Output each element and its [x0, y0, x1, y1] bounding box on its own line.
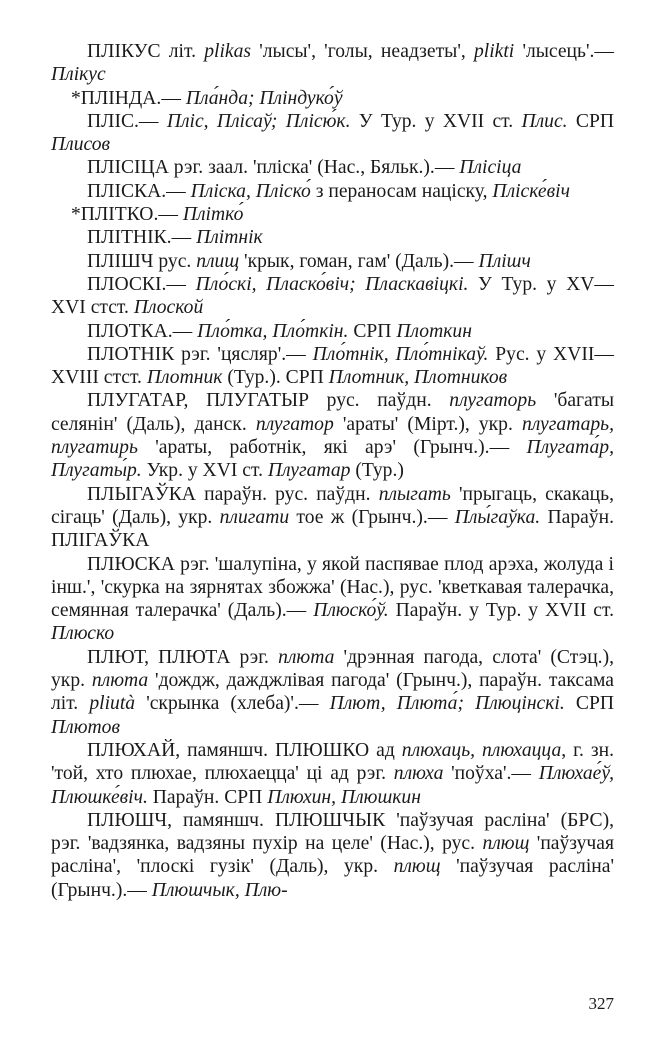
entry-text: ПЛІСІЦА рэг. заал. 'пліска' (Нас., Бяльк.).—: [87, 157, 460, 179]
italic-form: Плоткин: [396, 320, 472, 342]
entry-text: 'араты, работнік, які арэ' (Грынч.).—: [137, 437, 527, 459]
italic-form: плыгать: [378, 483, 451, 505]
dictionary-page: [51, 40, 614, 902]
entry-text: Параўн. СРП: [147, 786, 268, 808]
italic-form: Плисов: [51, 134, 111, 156]
italic-form: Пліс, Плісаў; Плісю́к.: [166, 110, 351, 132]
entry-text: ПЛЮТ, ПЛЮТА рэг.: [87, 646, 279, 668]
dictionary-entry: [51, 40, 614, 87]
italic-form: Пліске́віч: [492, 180, 570, 202]
entry-text: ПЛЮХАЙ, памяншч. ПЛЮШКО ад: [87, 739, 402, 761]
dictionary-entry: [51, 343, 614, 390]
dictionary-entry: [51, 180, 614, 203]
italic-form: плющ: [393, 856, 441, 878]
italic-form: pliutà: [89, 693, 136, 715]
entry-text: СРП: [348, 320, 397, 342]
entry-text: 'багаты селянін' (Даль), данск.: [51, 390, 614, 435]
italic-form: Пло́скі, Пласко́віч; Пласкавіцкі.: [195, 273, 469, 295]
italic-form: плугаторь: [449, 390, 537, 412]
entry-text: ПЛЮШЧ, памяншч. ПЛЮШЧЫК 'паўзучая расліна' (БРС), рэг. 'вадзянка, вадзяны пухір на целе' (Нас.), рус.: [51, 809, 614, 855]
italic-form: Плікус: [51, 64, 106, 86]
entry-text: 'дождж, дажджлівая пагода' (Грынч.), параўн. таксама літ.: [51, 670, 614, 715]
italic-form: Плют, Плюта́; Плюцінскі.: [329, 693, 565, 715]
entry-text: з пераносам націску,: [310, 180, 493, 202]
italic-form: плюта: [278, 646, 335, 668]
entry-text: тое ж (Грынч.).—: [289, 506, 455, 528]
italic-form: Плюхин, Плюшкин: [267, 786, 421, 808]
entry-text: ПЛОСКІ.—: [87, 273, 196, 295]
dictionary-entry: [51, 739, 614, 809]
italic-form: Плы́гаўка.: [454, 506, 541, 528]
entry-text: ПЛІКУС літ.: [87, 41, 205, 62]
entry-text: У Тур. у XVII ст.: [350, 110, 522, 132]
entry-text: 'паўзучая расліна', 'плоскі гузік' (Даль), укр.: [51, 833, 614, 878]
entry-text: ПЛІСКА.—: [87, 180, 191, 202]
italic-form: плюта: [91, 670, 149, 692]
dictionary-entry: [51, 809, 614, 902]
entry-text: ПЛОТКА.—: [87, 320, 198, 342]
entry-text: ПЛЮСКА рэг. 'шалупіна, у якой паспявае плод арэха, жолуда і інш.', 'скурка на зярнятах збожжа' (Нас.), рус. 'кветкавая талерачка, семянная талерачка' (Даль).—: [51, 553, 614, 622]
italic-form: плищ: [196, 250, 240, 272]
dictionary-entry: [51, 226, 614, 249]
italic-form: Плітнік: [196, 227, 263, 249]
entry-text: *ПЛІНДА.—: [71, 87, 186, 109]
italic-form: плигати: [219, 506, 290, 528]
dictionary-entry: [51, 203, 614, 226]
dictionary-entry: [51, 273, 614, 320]
entry-text: 'дрэнная пагода, слота' (Стэц.), укр.: [51, 646, 615, 692]
entry-text: Параўн. у Тур. у XVII ст.: [388, 600, 614, 622]
entry-text: У Тур. у XV—XVI стст.: [51, 273, 614, 319]
entry-text: Рус. у XVII—XVIII стст.: [51, 343, 615, 389]
italic-form: плюха: [393, 763, 444, 785]
entry-text: 'скрынка (хлеба)'.—: [135, 693, 330, 715]
entry-text: ПЛІТНІК.—: [87, 227, 197, 249]
italic-form: Плугатар: [267, 460, 351, 482]
entry-text: *ПЛІТКО.—: [71, 204, 183, 226]
italic-form: Пло́тнік, Пло́тнікаў.: [312, 343, 489, 365]
italic-form: плющ: [482, 833, 530, 855]
dictionary-entry: [51, 646, 614, 739]
entry-text: Укр. у XVI ст.: [141, 460, 268, 482]
entry-text: 'лысы', 'голы, неадзеты',: [251, 41, 474, 62]
italic-form: Плугата́р, Плугаты́р.: [51, 437, 614, 482]
italic-form: plikti: [473, 41, 515, 62]
dictionary-entry: [51, 250, 614, 273]
entry-text: 'лысець'.—: [514, 41, 615, 62]
italic-form: плугатарь, плугатирь: [51, 413, 614, 459]
italic-form: плюхаць, плюхацца: [401, 739, 562, 761]
italic-form: плугатор: [255, 413, 334, 435]
italic-form: Пло́тка, Пло́ткін.: [197, 320, 349, 342]
entry-text: Параўн. ПЛІГАЎКА: [51, 506, 614, 552]
italic-form: Пла́нда; Пліндуко́ў: [185, 87, 343, 109]
italic-form: Плис.: [521, 110, 568, 132]
entry-text: , г. зн. 'той, хто плюхае, плюхаецца' ці ад рэг.: [51, 739, 614, 785]
italic-form: Плюско́ў.: [313, 600, 389, 622]
dictionary-entry: [51, 320, 614, 343]
entry-text: ПЛІШЧ рус.: [87, 250, 197, 272]
entry-text: 'паўзучая расліна' (Грынч.).—: [51, 856, 614, 901]
dictionary-entry: [51, 87, 614, 110]
italic-form: Плотник: [146, 367, 223, 389]
entry-text: (Тур.): [350, 460, 404, 482]
entry-text: СРП: [567, 110, 614, 132]
dictionary-entry: [51, 389, 614, 482]
page-number: 327: [588, 994, 614, 1013]
entry-text: ПЛОТНІК рэг. 'цясляр'.—: [87, 343, 313, 365]
italic-form: Плісіца: [459, 157, 522, 179]
entry-text: СРП: [564, 693, 615, 715]
italic-form: Пліска, Пліско́: [190, 180, 311, 202]
dictionary-entry: [51, 110, 614, 157]
entry-text: ПЛІС.—: [87, 110, 167, 132]
italic-form: Плюско: [51, 623, 115, 645]
italic-form: plikas: [204, 41, 252, 62]
entry-text: ПЛУГАТАР, ПЛУГАТЫР рус. паўдн.: [87, 390, 450, 412]
italic-form: Плішч: [478, 250, 531, 272]
italic-form: Плюхае́ў, Плюшке́віч.: [51, 763, 614, 808]
entry-text: 'прыгаць, скакаць, сігаць' (Даль), укр.: [51, 483, 614, 528]
dictionary-entry: [51, 156, 614, 179]
entry-text: ПЛЫГАЎКА параўн. рус. паўдн.: [87, 483, 379, 505]
dictionary-entry: [51, 483, 614, 553]
italic-form: Плітко́: [182, 204, 244, 226]
entry-text: 'араты' (Мірт.), укр.: [333, 413, 522, 435]
entry-text: 'крык, гоман, гам' (Даль).—: [239, 250, 479, 272]
italic-form: Плотник, Плотников: [328, 367, 508, 389]
entry-text: (Тур.). СРП: [222, 367, 329, 389]
dictionary-entry: [51, 553, 614, 646]
italic-form: Плюшчык, Плю-: [151, 879, 288, 901]
entry-text: 'поўха'.—: [443, 763, 539, 785]
italic-form: Плютов: [51, 716, 120, 738]
italic-form: Плоской: [133, 297, 204, 319]
